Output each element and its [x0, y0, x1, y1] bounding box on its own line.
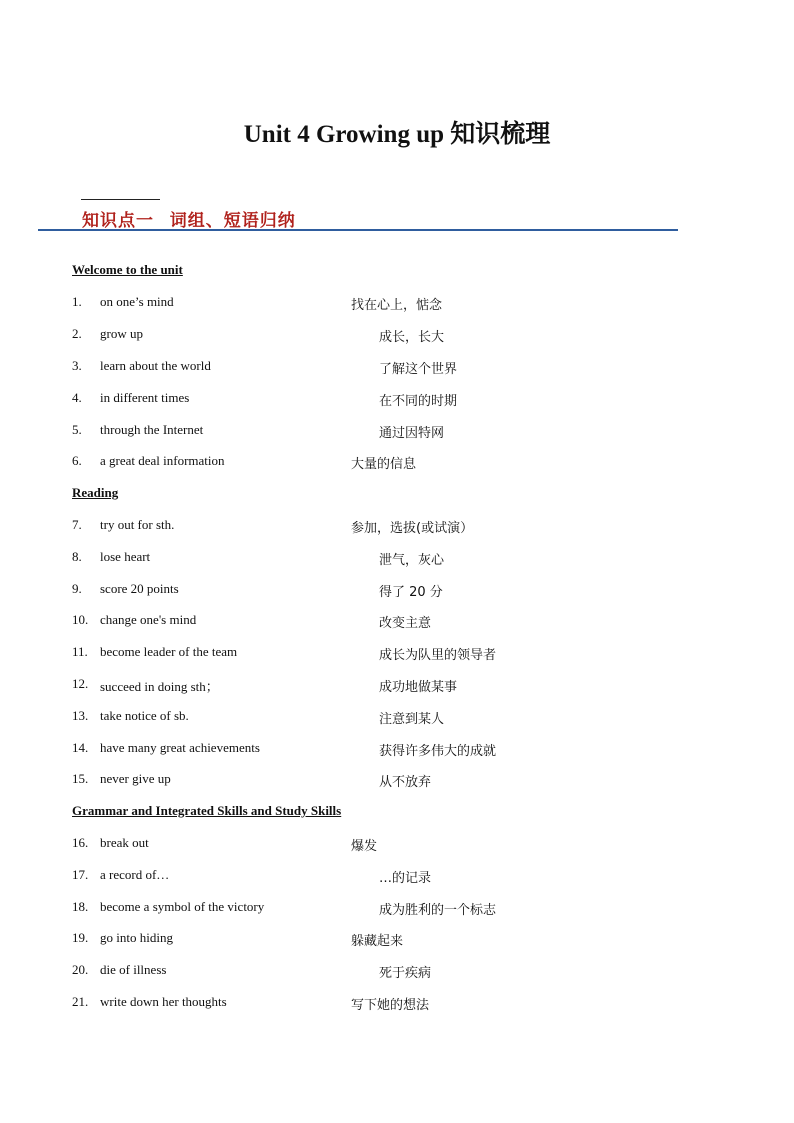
phrase-english: succeed in doing sth；: [100, 679, 219, 694]
phrase-english: lose heart: [100, 549, 151, 564]
phrase-chinese: 得了 20 分: [379, 585, 443, 600]
phrase-english: score 20 points: [100, 581, 179, 596]
page-title: Unit 4 Growing up 知识梳理: [243, 121, 551, 148]
phrase-number: 6.: [72, 453, 82, 468]
phrase-english: try out for sth.: [100, 517, 175, 532]
subsection-heading-welcome: Welcome to the unit: [72, 262, 183, 277]
phrase-chinese: 写下她的想法: [351, 998, 430, 1013]
phrase-chinese: …的记录: [379, 871, 432, 886]
phrase-number: 19.: [72, 930, 89, 945]
phrase-number: 10.: [72, 612, 89, 627]
phrase-chinese: 成功地做某事: [379, 680, 458, 695]
phrase-chinese: 获得许多伟大的成就: [379, 744, 497, 759]
phrase-english: die of illness: [100, 962, 167, 977]
phrase-english: become a symbol of the victory: [100, 899, 265, 914]
phrase-number: 14.: [72, 740, 89, 755]
phrase-english: grow up: [100, 326, 143, 341]
subsection-heading-grammar: Grammar and Integrated Skills and Study Skills: [72, 803, 342, 818]
phrase-english: change one's mind: [100, 612, 197, 627]
phrase-number: 9.: [72, 581, 82, 596]
phrase-chinese: 成为胜利的一个标志: [379, 903, 497, 918]
phrase-number: 15.: [72, 771, 89, 786]
heading-short-rule: [81, 199, 160, 200]
phrase-number: 8.: [72, 549, 82, 564]
phrase-chinese: 泄气，灰心: [379, 553, 445, 568]
phrase-english: write down her thoughts: [100, 994, 227, 1009]
phrase-chinese: 找在心上，惦念: [351, 298, 443, 313]
phrase-chinese: 爆发: [351, 839, 378, 854]
phrase-chinese: 从不放弃: [379, 775, 432, 790]
phrase-number: 1.: [72, 294, 82, 309]
phrase-english: a great deal information: [100, 453, 225, 468]
phrase-chinese: 成长为队里的领导者: [379, 648, 497, 663]
phrase-english: in different times: [100, 390, 190, 405]
phrase-chinese: 注意到某人: [379, 712, 445, 727]
phrase-number: 7.: [72, 517, 82, 532]
phrase-number: 17.: [72, 867, 89, 882]
phrase-number: 21.: [72, 994, 89, 1009]
phrase-english: become leader of the team: [100, 644, 238, 659]
phrase-number: 12.: [72, 676, 89, 691]
phrase-chinese: 通过因特网: [379, 426, 445, 441]
phrase-chinese: 在不同的时期: [379, 394, 458, 409]
phrase-english: have many great achievements: [100, 740, 260, 755]
phrase-chinese: 改变主意: [379, 616, 432, 631]
phrase-english: break out: [100, 835, 149, 850]
phrase-number: 13.: [72, 708, 89, 723]
phrase-number: 4.: [72, 390, 82, 405]
phrase-number: 11.: [72, 644, 88, 659]
phrase-number: 2.: [72, 326, 82, 341]
phrase-english: take notice of sb.: [100, 708, 189, 723]
phrase-number: 18.: [72, 899, 89, 914]
phrase-number: 20.: [72, 962, 89, 977]
phrase-chinese: 死于疾病: [379, 966, 432, 981]
phrase-english: never give up: [100, 771, 171, 786]
phrase-number: 3.: [72, 358, 82, 373]
phrase-chinese: 躲藏起来: [351, 934, 404, 949]
phrase-chinese: 大量的信息: [351, 457, 417, 472]
phrase-chinese: 了解这个世界: [379, 362, 458, 377]
phrase-chinese: 成长，长大: [379, 330, 445, 345]
section-divider: [38, 229, 678, 231]
phrase-english: through the Internet: [100, 422, 204, 437]
phrase-chinese: 参加，选拔(或试演）: [351, 521, 474, 536]
phrase-number: 5.: [72, 422, 82, 437]
phrase-english: go into hiding: [100, 930, 173, 945]
subsection-heading-reading: Reading: [72, 485, 119, 500]
phrase-english: a record of…: [100, 867, 170, 882]
phrase-english: on one’s mind: [100, 294, 174, 309]
section-heading: 知识点一 词组、短语归纳: [82, 211, 296, 230]
phrase-english: learn about the world: [100, 358, 211, 373]
phrase-number: 16.: [72, 835, 89, 850]
